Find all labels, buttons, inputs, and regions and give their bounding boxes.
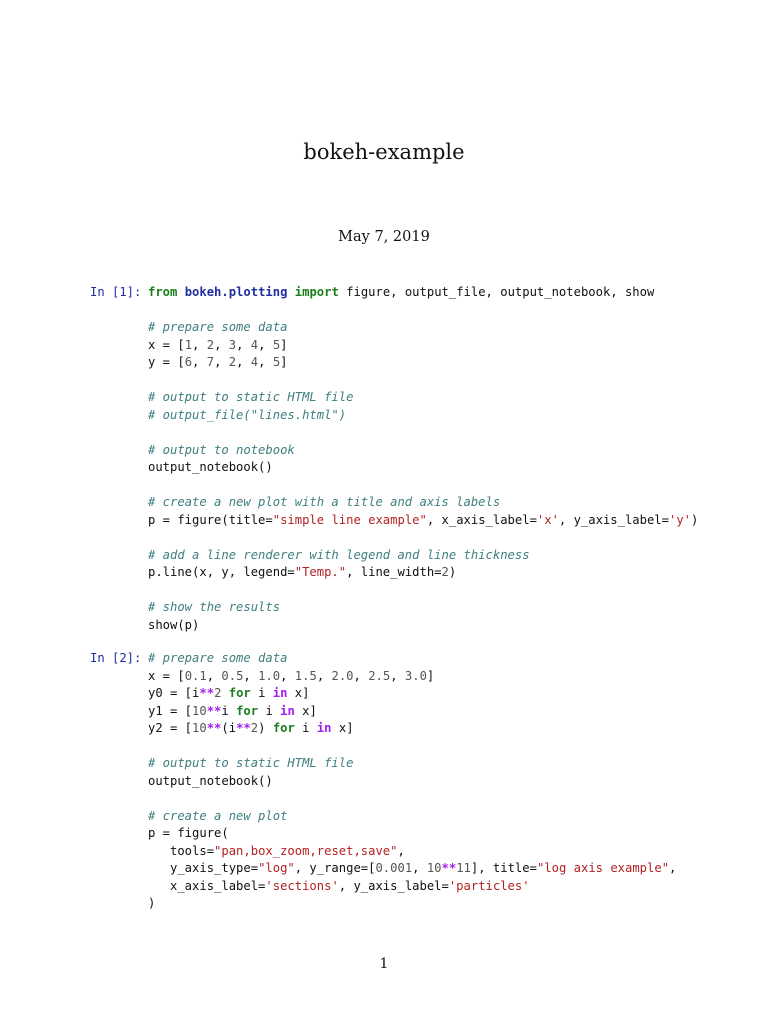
code-line — [148, 599, 698, 617]
number-token: 2 — [214, 686, 222, 700]
code-line — [148, 773, 676, 791]
code-line — [148, 617, 698, 635]
code-line — [148, 738, 676, 756]
document-date: May 7, 2019 — [338, 229, 430, 245]
string-token: "log axis example" — [536, 861, 670, 875]
code-token: ) — [448, 565, 457, 579]
code-token: x] — [331, 721, 354, 735]
number-token: 2.0 — [331, 668, 354, 683]
number-token: 5 — [272, 355, 281, 369]
keyword-token: import — [294, 285, 339, 299]
number-token: 1 — [184, 337, 193, 352]
code-token: x] — [294, 703, 317, 718]
code-line — [148, 389, 698, 407]
code-token: p = figure( — [148, 826, 229, 840]
string-token: 'sections' — [265, 878, 339, 893]
code-token: , line_width= — [346, 565, 442, 579]
code-token: p.line(x, y, legend= — [148, 565, 295, 579]
operator-token: ** — [236, 721, 251, 735]
code-line — [148, 354, 698, 372]
keyword-token: for — [236, 703, 259, 718]
comment-token: # output to static HTML file — [148, 756, 354, 770]
code-line — [148, 512, 698, 530]
operator-token: ** — [206, 703, 222, 718]
code-line — [148, 424, 698, 442]
code-token: ] — [426, 668, 435, 683]
operator-token: ** — [199, 686, 215, 700]
code-token: , — [192, 337, 207, 352]
code-line — [148, 337, 698, 355]
operator-token: in — [316, 721, 332, 735]
comment-token: # output to static HTML file — [148, 390, 354, 404]
code-token: , — [214, 337, 229, 352]
code-line — [148, 477, 698, 495]
number-token: 2 — [228, 355, 237, 369]
code-token: x_axis_label= — [148, 878, 266, 893]
cell-prompt: In [2]: — [90, 651, 142, 665]
number-token: 10 — [192, 721, 207, 735]
code-token: ) — [148, 896, 156, 910]
code-line — [148, 860, 676, 878]
comment-token: # add a line renderer with legend and line thickness — [148, 547, 530, 562]
code-token — [177, 285, 184, 299]
code-token: ], title= — [470, 861, 537, 875]
code-token: , — [412, 861, 427, 875]
number-token: 4 — [250, 355, 259, 369]
cell-prompt: In [1]: — [90, 285, 142, 299]
code-token: y_axis_type= — [148, 861, 259, 875]
code-token: , — [316, 668, 332, 683]
code-line — [148, 319, 698, 337]
code-token: show(p) — [148, 617, 200, 632]
code-token: x] — [287, 686, 310, 700]
code-line — [148, 668, 676, 686]
number-token: 0.001 — [375, 861, 413, 875]
string-token: "log" — [258, 861, 295, 875]
code-line — [148, 564, 698, 582]
code-line — [148, 529, 698, 547]
code-token: ) — [258, 721, 273, 735]
operator-token: in — [272, 686, 288, 700]
cell-code — [148, 650, 676, 913]
code-token — [221, 686, 228, 700]
code-line — [148, 650, 676, 668]
number-token: 2 — [206, 337, 215, 352]
code-token: y1 = [ — [148, 703, 193, 718]
number-token: 2 — [250, 721, 259, 735]
string-token: 'y' — [668, 512, 691, 527]
comment-token: # prepare some data — [148, 320, 288, 334]
string-token: "simple line example" — [272, 512, 427, 527]
code-token: y0 = [i — [148, 686, 200, 700]
code-token: x = [ — [148, 337, 185, 352]
code-token: , — [353, 668, 369, 683]
code-line — [148, 703, 676, 721]
code-token: , — [390, 668, 405, 683]
code-token: p = figure(title= — [148, 512, 273, 527]
module-token: bokeh.plotting — [184, 285, 288, 299]
string-token: 'x' — [536, 512, 559, 527]
code-line — [148, 720, 676, 738]
code-line — [148, 895, 676, 913]
code-token: , y_range=[ — [294, 861, 376, 875]
number-token: 4 — [250, 337, 259, 352]
code-token: , — [206, 668, 222, 683]
code-token: , y_axis_label= — [558, 512, 669, 527]
number-token: 5 — [272, 337, 281, 352]
cell-code — [148, 284, 698, 634]
code-token: ) — [691, 512, 699, 527]
code-line — [148, 547, 698, 565]
code-token: i — [250, 686, 273, 700]
string-token: "Temp." — [294, 565, 347, 579]
code-token: , — [192, 355, 207, 369]
code-token: , — [258, 355, 273, 369]
code-token: , — [214, 355, 229, 369]
number-token: 3 — [228, 337, 237, 352]
code-token: , — [669, 861, 677, 875]
keyword-token: from — [148, 285, 178, 299]
code-token: ] — [280, 337, 288, 352]
code-token: , — [397, 843, 405, 858]
code-token: , — [258, 337, 273, 352]
keyword-token: for — [272, 721, 295, 735]
comment-token: # output_file("lines.html") — [148, 407, 347, 422]
code-line — [148, 790, 676, 808]
code-token: , x_axis_label= — [426, 512, 537, 527]
number-token: 10 — [426, 861, 442, 875]
code-line — [148, 685, 676, 703]
code-token: ] — [280, 355, 288, 369]
code-line — [148, 878, 676, 896]
code-token: , — [236, 337, 251, 352]
number-token: 1.5 — [294, 668, 317, 683]
code-line — [148, 459, 698, 477]
code-token: , — [280, 668, 295, 683]
number-token: 2.5 — [368, 668, 391, 683]
comment-token: # create a new plot — [148, 808, 288, 823]
code-line — [148, 442, 698, 460]
code-line — [148, 843, 676, 861]
comment-token: # create a new plot with a title and axis labels — [148, 495, 501, 509]
number-token: 3.0 — [404, 668, 427, 683]
code-token: y2 = [ — [148, 721, 193, 735]
number-token: 6 — [184, 355, 193, 369]
code-token: i — [258, 703, 281, 718]
code-line — [148, 755, 676, 773]
code-token: output_notebook() — [148, 773, 273, 788]
number-token: 0.5 — [221, 668, 244, 683]
code-line — [148, 302, 698, 320]
code-token: , — [236, 355, 251, 369]
number-token: 7 — [206, 355, 215, 369]
code-token: i — [294, 721, 317, 735]
number-token: 2 — [441, 565, 449, 579]
number-token: 11 — [456, 861, 471, 875]
operator-token: ** — [441, 861, 457, 875]
code-token: y = [ — [148, 355, 185, 369]
code-token: tools= — [148, 843, 215, 858]
code-line — [148, 494, 698, 512]
code-token: , — [243, 668, 259, 683]
code-token: x = [ — [148, 668, 185, 683]
number-token: 1.0 — [258, 668, 281, 683]
comment-token: # prepare some data — [148, 651, 288, 665]
code-line — [148, 284, 698, 302]
page-number: 1 — [379, 956, 389, 972]
code-token: figure, output_file, output_notebook, show — [338, 285, 655, 299]
comment-token: # output to notebook — [148, 442, 295, 457]
comment-token: # show the results — [148, 600, 281, 614]
code-line — [148, 407, 698, 425]
operator-token: in — [280, 703, 295, 718]
document-title: bokeh-example — [303, 140, 465, 164]
code-token: output_notebook() — [148, 460, 273, 474]
code-token — [287, 285, 294, 299]
code-line — [148, 808, 676, 826]
code-token: , y_axis_label= — [338, 878, 449, 893]
code-line — [148, 372, 698, 390]
code-token: (i — [221, 721, 237, 735]
number-token: 0.1 — [184, 668, 207, 683]
number-token: 10 — [192, 703, 207, 718]
code-line — [148, 825, 676, 843]
code-token: i — [221, 703, 237, 718]
keyword-token: for — [228, 686, 251, 700]
string-token: "pan,box_zoom,reset,save" — [214, 843, 398, 858]
operator-token: ** — [206, 721, 222, 735]
code-line — [148, 582, 698, 600]
string-token: 'particles' — [448, 878, 530, 893]
